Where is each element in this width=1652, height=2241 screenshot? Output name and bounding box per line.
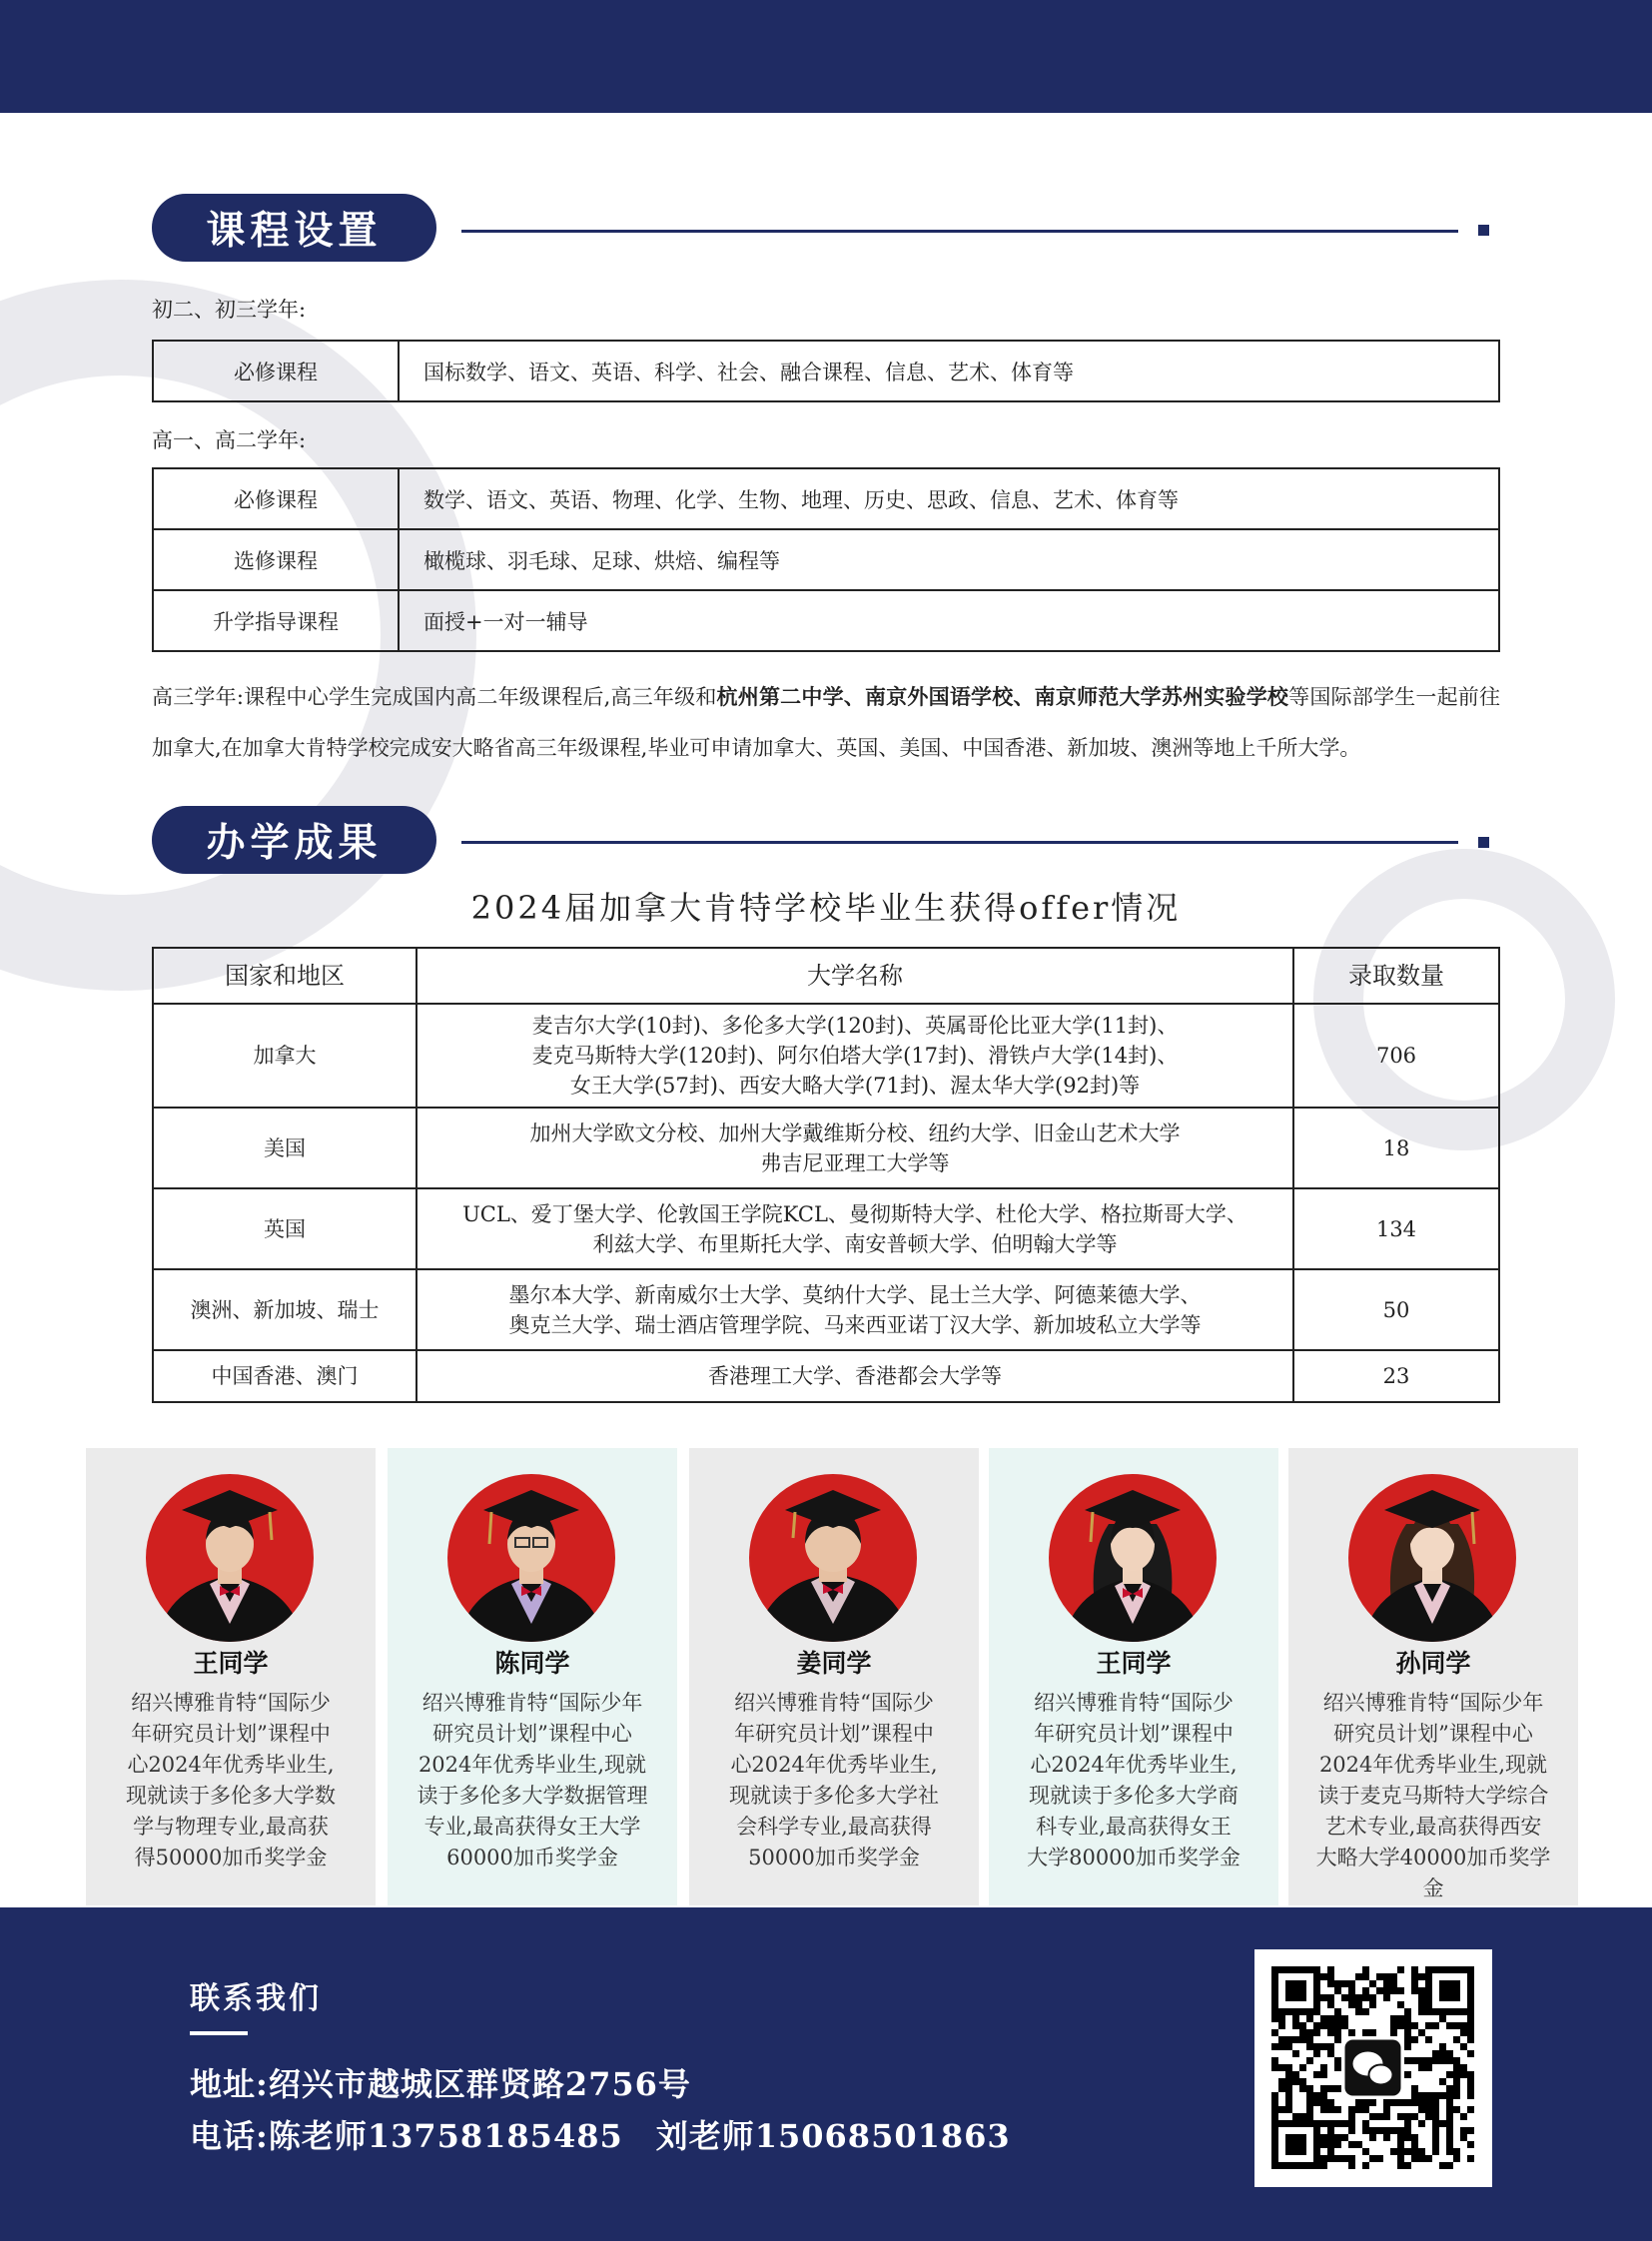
qr-code-icon bbox=[1254, 1949, 1492, 2187]
universities-cell bbox=[416, 1004, 1293, 1108]
senior-years-label: 高一、高二学年: bbox=[152, 428, 307, 452]
description-line: 绍兴博雅肯特“国际少 bbox=[131, 1691, 331, 1715]
table-row bbox=[153, 341, 1499, 401]
header-universities: 大学名称 bbox=[416, 948, 1293, 1004]
count-cell: 23 bbox=[1293, 1350, 1499, 1402]
description-line: 60000加币奖学金 bbox=[446, 1846, 618, 1869]
student-card bbox=[388, 1448, 677, 1905]
graduate-avatar-icon bbox=[1049, 1474, 1217, 1642]
partner-schools: 杭州第二中学、南京外国语学校、南京师范大学苏州实验学校 bbox=[716, 684, 1289, 709]
graduate-avatar-icon bbox=[146, 1474, 314, 1642]
contact-phone: 电话:陈老师13758185485 刘老师15068501863 bbox=[190, 2117, 1011, 2155]
student-description bbox=[1306, 1688, 1560, 1904]
senior-course-table bbox=[152, 467, 1500, 652]
university-line: 墨尔本大学、新南威尔士大学、莫纳什大学、昆士兰大学、阿德莱德大学、 bbox=[508, 1282, 1202, 1307]
graduate-avatar-icon bbox=[1348, 1474, 1516, 1642]
contact-title-underline bbox=[190, 2031, 248, 2035]
header-region: 国家和地区 bbox=[153, 948, 416, 1004]
description-line: 读于麦克马斯特大学综合 bbox=[1317, 1784, 1549, 1808]
region-cell: 澳洲、新加坡、瑞士 bbox=[153, 1269, 416, 1350]
qr-finder-pattern bbox=[1425, 1966, 1474, 2015]
description-line: 读于多伦多大学数据管理 bbox=[416, 1784, 648, 1808]
description-line: 大略大学40000加币奖学金 bbox=[1315, 1846, 1551, 1900]
student-name: 王同学 bbox=[1096, 1649, 1172, 1678]
description-line: 心2024年优秀毕业生, bbox=[730, 1753, 938, 1777]
description-line: 50000加币奖学金 bbox=[748, 1846, 920, 1869]
description-line: 专业,最高获得女王大学 bbox=[423, 1815, 641, 1839]
student-card bbox=[989, 1448, 1278, 1905]
description-line: 心2024年优秀毕业生, bbox=[1030, 1753, 1238, 1777]
description-line: 心2024年优秀毕业生, bbox=[127, 1753, 335, 1777]
student-name: 陈同学 bbox=[494, 1649, 570, 1678]
description-line: 会科学专业,最高获得 bbox=[736, 1815, 932, 1839]
grade12-text-1: 高三学年:课程中心学生完成国内高二年级课程后,高三年级和 bbox=[152, 685, 717, 709]
divider-dot bbox=[1478, 225, 1489, 236]
course-type: 升学指导课程 bbox=[153, 590, 399, 651]
student-photo bbox=[1348, 1474, 1516, 1642]
course-type: 选修课程 bbox=[153, 529, 399, 590]
junior-course-table bbox=[152, 340, 1500, 402]
student-card bbox=[86, 1448, 376, 1905]
course-type: 必修课程 bbox=[153, 468, 399, 529]
section-title-results: 办学成果 bbox=[152, 806, 436, 874]
table-row bbox=[153, 1004, 1499, 1108]
course-content: 数学、语文、英语、物理、化学、生物、地理、历史、思政、信息、艺术、体育等 bbox=[399, 468, 1499, 529]
qr-finder-pattern bbox=[1271, 1966, 1320, 2015]
student-card bbox=[1288, 1448, 1578, 1905]
university-line: 加州大学欧文分校、加州大学戴维斯分校、纽约大学、旧金山艺术大学 bbox=[529, 1120, 1181, 1145]
student-name: 王同学 bbox=[193, 1649, 269, 1678]
description-line: 绍兴博雅肯特“国际少年 bbox=[1322, 1691, 1544, 1715]
description-line: 研究员计划”课程中心 bbox=[1333, 1722, 1533, 1746]
description-line: 年研究员计划”课程中 bbox=[131, 1722, 331, 1746]
universities-cell bbox=[416, 1108, 1293, 1188]
student-description bbox=[1007, 1688, 1260, 1873]
junior-years-label: 初二、初三学年: bbox=[152, 298, 307, 322]
university-line: 奥克兰大学、瑞士酒店管理学院、马来西亚诺丁汉大学、新加坡私立大学等 bbox=[508, 1312, 1202, 1337]
student-description bbox=[104, 1688, 358, 1873]
region-cell: 中国香港、澳门 bbox=[153, 1350, 416, 1402]
university-line: 弗吉尼亚理工大学等 bbox=[760, 1150, 950, 1175]
description-line: 艺术专业,最高获得西安 bbox=[1324, 1815, 1542, 1839]
table-row bbox=[153, 468, 1499, 529]
description-line: 绍兴博雅肯特“国际少 bbox=[734, 1691, 934, 1715]
count-cell: 706 bbox=[1293, 1004, 1499, 1108]
university-line: 女王大学(57封)、西安大略大学(71封)、渥太华大学(92封)等 bbox=[569, 1074, 1141, 1098]
course-content: 国标数学、语文、英语、科学、社会、融合课程、信息、艺术、体育等 bbox=[399, 341, 1499, 401]
student-photo bbox=[749, 1474, 917, 1642]
region-cell: 英国 bbox=[153, 1188, 416, 1269]
description-line: 科专业,最高获得女王 bbox=[1036, 1815, 1232, 1839]
table-row bbox=[153, 1269, 1499, 1350]
offer-table bbox=[152, 947, 1500, 1403]
qr-finder-pattern bbox=[1271, 2120, 1320, 2169]
university-line: UCL、爱丁堡大学、伦敦国王学院KCL、曼彻斯特大学、杜伦大学、格拉斯哥大学、 bbox=[462, 1201, 1247, 1226]
region-cell: 加拿大 bbox=[153, 1004, 416, 1108]
student-photo bbox=[1049, 1474, 1217, 1642]
university-line: 利兹大学、布里斯托大学、南安普顿大学、伯明翰大学等 bbox=[592, 1231, 1118, 1256]
count-cell: 134 bbox=[1293, 1188, 1499, 1269]
top-banner bbox=[0, 0, 1652, 113]
student-name: 姜同学 bbox=[796, 1649, 872, 1678]
table-row bbox=[153, 529, 1499, 590]
table-row bbox=[153, 1188, 1499, 1269]
wechat-qr-code[interactable] bbox=[1254, 1949, 1492, 2187]
student-photo bbox=[146, 1474, 314, 1642]
universities-cell bbox=[416, 1188, 1293, 1269]
contact-title: 联系我们 bbox=[190, 1981, 322, 2016]
course-type: 必修课程 bbox=[153, 341, 399, 401]
description-line: 得50000加币奖学金 bbox=[134, 1846, 328, 1869]
student-description bbox=[406, 1688, 659, 1873]
student-name: 孙同学 bbox=[1395, 1649, 1471, 1678]
divider-dot bbox=[1478, 837, 1489, 848]
count-cell: 50 bbox=[1293, 1269, 1499, 1350]
header-count: 录取数量 bbox=[1293, 948, 1499, 1004]
university-line: 麦克马斯特大学(120封)、阿尔伯塔大学(17封)、滑铁卢大学(14封)、 bbox=[531, 1044, 1179, 1068]
graduate-avatar-icon bbox=[749, 1474, 917, 1642]
description-line: 大学80000加币奖学金 bbox=[1027, 1846, 1240, 1869]
university-line: 香港理工大学、香港都会大学等 bbox=[708, 1364, 1002, 1388]
student-card bbox=[689, 1448, 979, 1905]
course-content: 面授+一对一辅导 bbox=[399, 590, 1499, 651]
grade12-description bbox=[152, 671, 1500, 774]
description-line: 现就读于多伦多大学商 bbox=[1029, 1784, 1239, 1808]
offer-table-title: 2024届加拿大肯特学校毕业生获得offer情况 bbox=[470, 889, 1182, 927]
student-photo bbox=[447, 1474, 615, 1642]
section-divider bbox=[461, 230, 1458, 233]
course-content: 橄榄球、羽毛球、足球、烘焙、编程等 bbox=[399, 529, 1499, 590]
section-divider bbox=[461, 841, 1458, 844]
description-line: 绍兴博雅肯特“国际少 bbox=[1034, 1691, 1234, 1715]
universities-cell bbox=[416, 1350, 1293, 1402]
table-row bbox=[153, 1350, 1499, 1402]
graduate-avatar-icon bbox=[447, 1474, 615, 1642]
description-line: 研究员计划”课程中心 bbox=[432, 1722, 632, 1746]
university-line: 麦吉尔大学(10封)、多伦多大学(120封)、英属哥伦比亚大学(11封)、 bbox=[531, 1014, 1179, 1038]
section-title-curriculum: 课程设置 bbox=[152, 194, 436, 262]
universities-cell bbox=[416, 1269, 1293, 1350]
description-line: 学与物理专业,最高获 bbox=[133, 1815, 329, 1839]
description-line: 2024年优秀毕业生,现就 bbox=[417, 1753, 647, 1777]
contact-footer bbox=[0, 1907, 1652, 2241]
description-line: 年研究员计划”课程中 bbox=[1034, 1722, 1234, 1746]
table-row bbox=[153, 1108, 1499, 1188]
student-description bbox=[707, 1688, 961, 1873]
description-line: 现就读于多伦多大学社 bbox=[729, 1784, 939, 1808]
description-line: 现就读于多伦多大学数 bbox=[126, 1784, 336, 1808]
description-line: 绍兴博雅肯特“国际少年 bbox=[421, 1691, 643, 1715]
offer-header-row bbox=[153, 948, 1499, 1004]
table-row bbox=[153, 590, 1499, 651]
count-cell: 18 bbox=[1293, 1108, 1499, 1188]
description-line: 年研究员计划”课程中 bbox=[734, 1722, 934, 1746]
contact-address: 地址:绍兴市越城区群贤路2756号 bbox=[190, 2065, 691, 2103]
grade12-text-2: 等国际部学生一起前往加拿大,在加拿大肯特学校完成安大略省高三年级课程,毕业可申请加拿大、英国、美国、中国香港、新加坡、澳洲等地上千所大学。 bbox=[152, 685, 1501, 760]
description-line: 2024年优秀毕业生,现就 bbox=[1318, 1753, 1548, 1777]
region-cell: 美国 bbox=[153, 1108, 416, 1188]
